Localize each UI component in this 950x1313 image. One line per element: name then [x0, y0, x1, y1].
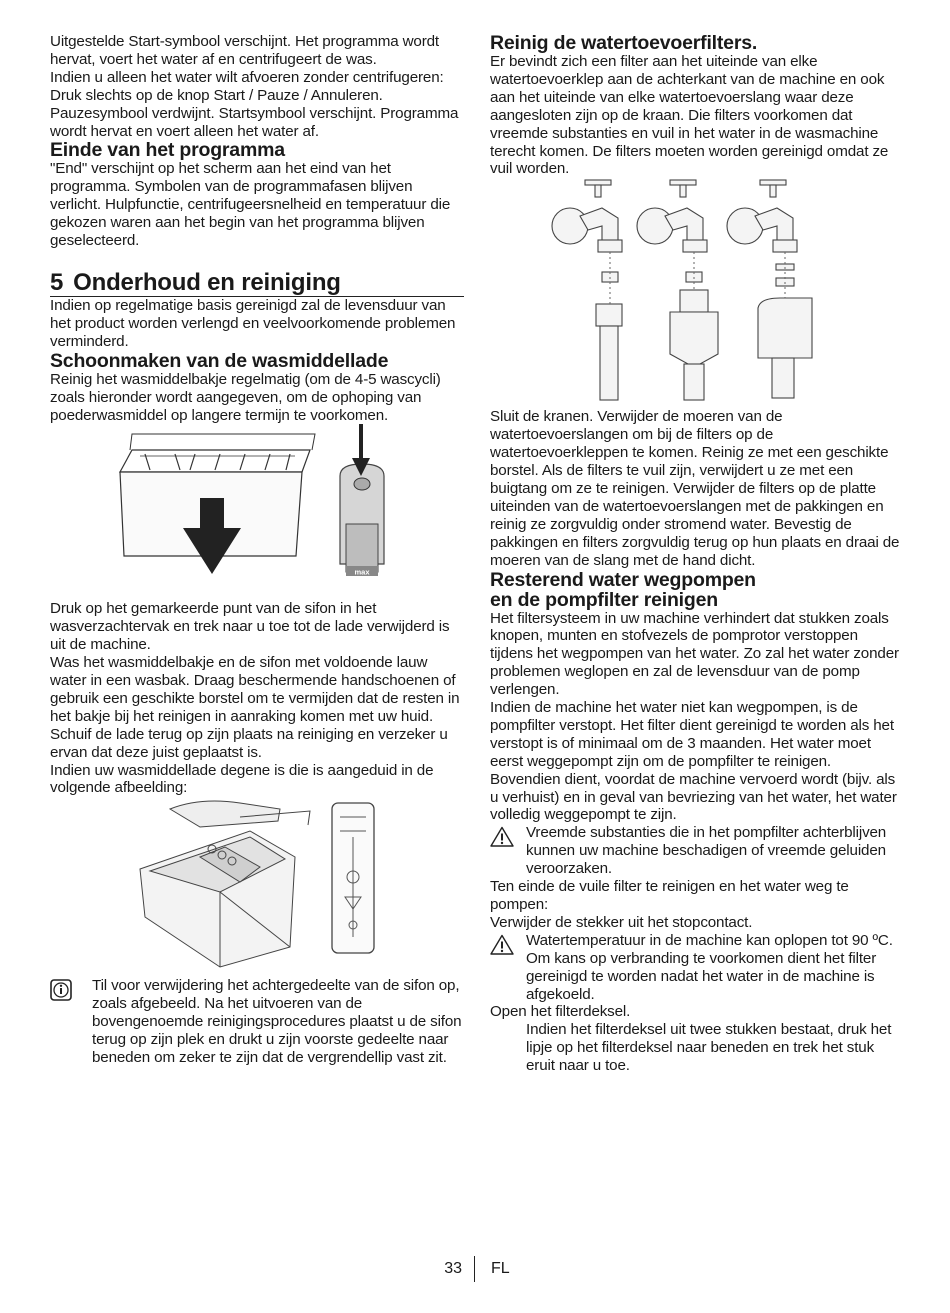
paragraph: Er bevindt zich een filter aan het uiteinde van elke watertoevoerklep aan de achterkant van de machine en ook aan het uiteinde van elke watertoevoerslang waar deze aangesloten zijn op de kraan. Die filters voorkomen dat vreemde substanties en vuil in het water in de wasmachine terecht komen. De filters moeten worden gereinigd omdat ze vuil worden. — [490, 53, 889, 178]
paragraph: Druk op het gemarkeerde punt van de sifon in het wasverzachtervak en trek naar u toe tot de lade verwijderd is uit de machine. — [50, 600, 450, 654]
warning-text: Watertemperatuur in de machine kan oplopen tot 90 ºC. Om kans op verbranding te voorkomen dient het filter gereinigd te worden nadat het water in de machine is afgekoeld. — [526, 931, 893, 1003]
section-heading — [50, 270, 464, 297]
paragraph: Sluit de kranen. Verwijder de moeren van de watertoevoerslangen om bij de filters op de watertoevoerkleppen te komen. Reinig ze met een geschikte borstel. Als de filters te vuil zijn, verwijdert u ze met een buigtang om ze te reinigen. Verwijder de filters op de platte uiteinden van de watertoevoerslangen met de pakkingen en reinig ze zorgvuldig onder stromend water. Bevestig de pakkingen en filters zorgvuldig terug op hun plaats en draai de moeren van de slang met de hand dicht. — [490, 408, 900, 569]
paragraph: "End" verschijnt op het scherm aan het eind van het programma. Symbolen van de programmafasen blijven verlicht. Hulpfunctie, centrifugeersnelheid en temperatuur die gekozen waren aan het begin van het programma blijven geselecteerd. — [50, 160, 451, 250]
warning-note — [490, 932, 902, 1004]
tap-3 — [727, 180, 812, 398]
paragraph: Indien de machine het water niet kan wegpompen, is de pompfilter verstopt. Het filter dient gereinigd te worden als het verstopt is of minimaal om de 3 maanden. Het water moet eerst weggepompt zijn om de pompfilter te reinigen. — [490, 699, 894, 770]
paragraph: Ten einde de vuile filter te reinigen en het water weg te pompen: — [490, 878, 849, 913]
heading-einde-programma: Einde van het programma — [50, 139, 285, 162]
paragraph: Bovendien dient, voordat de machine vervoerd wordt (bijv. als u verhuist) en in geval van bevriezing van het water, het water volledig weggepompt te zijn. — [490, 770, 897, 824]
language-code: FL — [491, 1260, 510, 1277]
paragraph: Reinig het wasmiddelbakje regelmatig (om de 4-5 wascycli) zoals hieronder wordt aangegeven, om de ophoping van poederwasmiddel op langere termijn te voorkomen. — [50, 370, 441, 424]
info-icon — [50, 979, 72, 1001]
right-column — [490, 33, 902, 1075]
page-footer — [0, 1258, 950, 1282]
drawer-siphon-illustration — [50, 797, 464, 977]
warning-note — [490, 824, 902, 878]
paragraph: Druk slechts op de knop Start / Pauze / Annuleren. Pauzesymbool verdwijnt. Startsymbool verschijnt. Programma wordt hervat en voert alleen het water af. — [50, 86, 459, 140]
paragraph: Indien op regelmatige basis gereinigd zal de levensduur van het product worden verlengd en veelvoorkomende problemen verminderd. — [50, 296, 456, 350]
paragraph: Indien u alleen het water wilt afvoeren zonder centrifugeren: — [50, 68, 444, 86]
paragraph: Verwijder de stekker uit het stopcontact. — [490, 913, 753, 931]
left-column — [50, 33, 464, 1067]
heading-line-2: en de pompfilter reinigen — [490, 588, 718, 611]
warning-text: Vreemde substanties die in het pompfilter achterblijven kunnen uw machine beschadigen of vreemde geluiden veroorzaken. — [526, 824, 887, 878]
section-title: Onderhoud en reiniging — [73, 268, 341, 296]
siphon-illustration — [340, 464, 384, 577]
tap-filters-illustration — [490, 178, 902, 408]
warning-icon — [490, 934, 514, 955]
info-note — [50, 977, 464, 1067]
siphon-max-label: max — [354, 567, 370, 577]
siphon-part-illustration — [332, 803, 374, 953]
tap-2 — [637, 180, 718, 400]
heading-water-wegpompen — [490, 570, 902, 610]
paragraph: Open het filterdeksel. — [490, 1003, 631, 1021]
heading-wasmiddellade: Schoonmaken van de wasmiddellade — [50, 349, 389, 372]
note-text: Til voor verwijdering het achtergedeelte van de sifon op, zoals afgebeeld. Na het uitvoeren van de bovengenoemde reinigingsprocedures plaatst u de sifon terug op zijn plek en drukt u zijn voorste gedeelte naar beneden om zeker te zijn dat de vergrendellip vast zit. — [92, 977, 462, 1066]
paragraph-indented: Indien het filterdeksel uit twee stukken bestaat, druk het lipje op het filterdeksel naar beneden en trek het stuk eruit naar u toe. — [526, 1021, 892, 1075]
paragraph: Uitgestelde Start-symbool verschijnt. Het programma wordt hervat, voert het water af en centrifugeert de was. — [50, 33, 440, 68]
heading-watertoevoerfilters: Reinig de watertoevoerfilters. — [490, 32, 758, 54]
page-number: 33 — [444, 1260, 462, 1277]
tap-1 — [552, 180, 622, 400]
footer-divider — [474, 1256, 475, 1282]
paragraph: Het filtersysteem in uw machine verhindert dat stukken zoals knopen, munten en stofvezels de pomprotor verstoppen tijdens het wegpompen van het water. Zo zal het water zonder problemen weglopen en zal de levensduur van de pomp verlengen. — [490, 609, 899, 699]
heading-line-1: Resterend water wegpompen — [490, 568, 756, 591]
paragraph: Was het wasmiddelbakje en de sifon met voldoende lauw water in een wasbak. Draag beschermende handschoenen of gebruik een geschikte borstel om te vermijden dat de resten in het bakje bij het reinigen in aanraking komen met uw huid. Schuif de lade terug op zijn plaats na reiniging en verzeker u ervan dat deze juist geplaatst is. — [50, 654, 460, 761]
section-number: 5 — [50, 268, 64, 296]
drawer-removal-illustration — [50, 424, 464, 600]
warning-icon — [490, 826, 514, 847]
paragraph: Indien uw wasmiddellade degene is die is aangeduid in de volgende afbeelding: — [50, 761, 434, 797]
